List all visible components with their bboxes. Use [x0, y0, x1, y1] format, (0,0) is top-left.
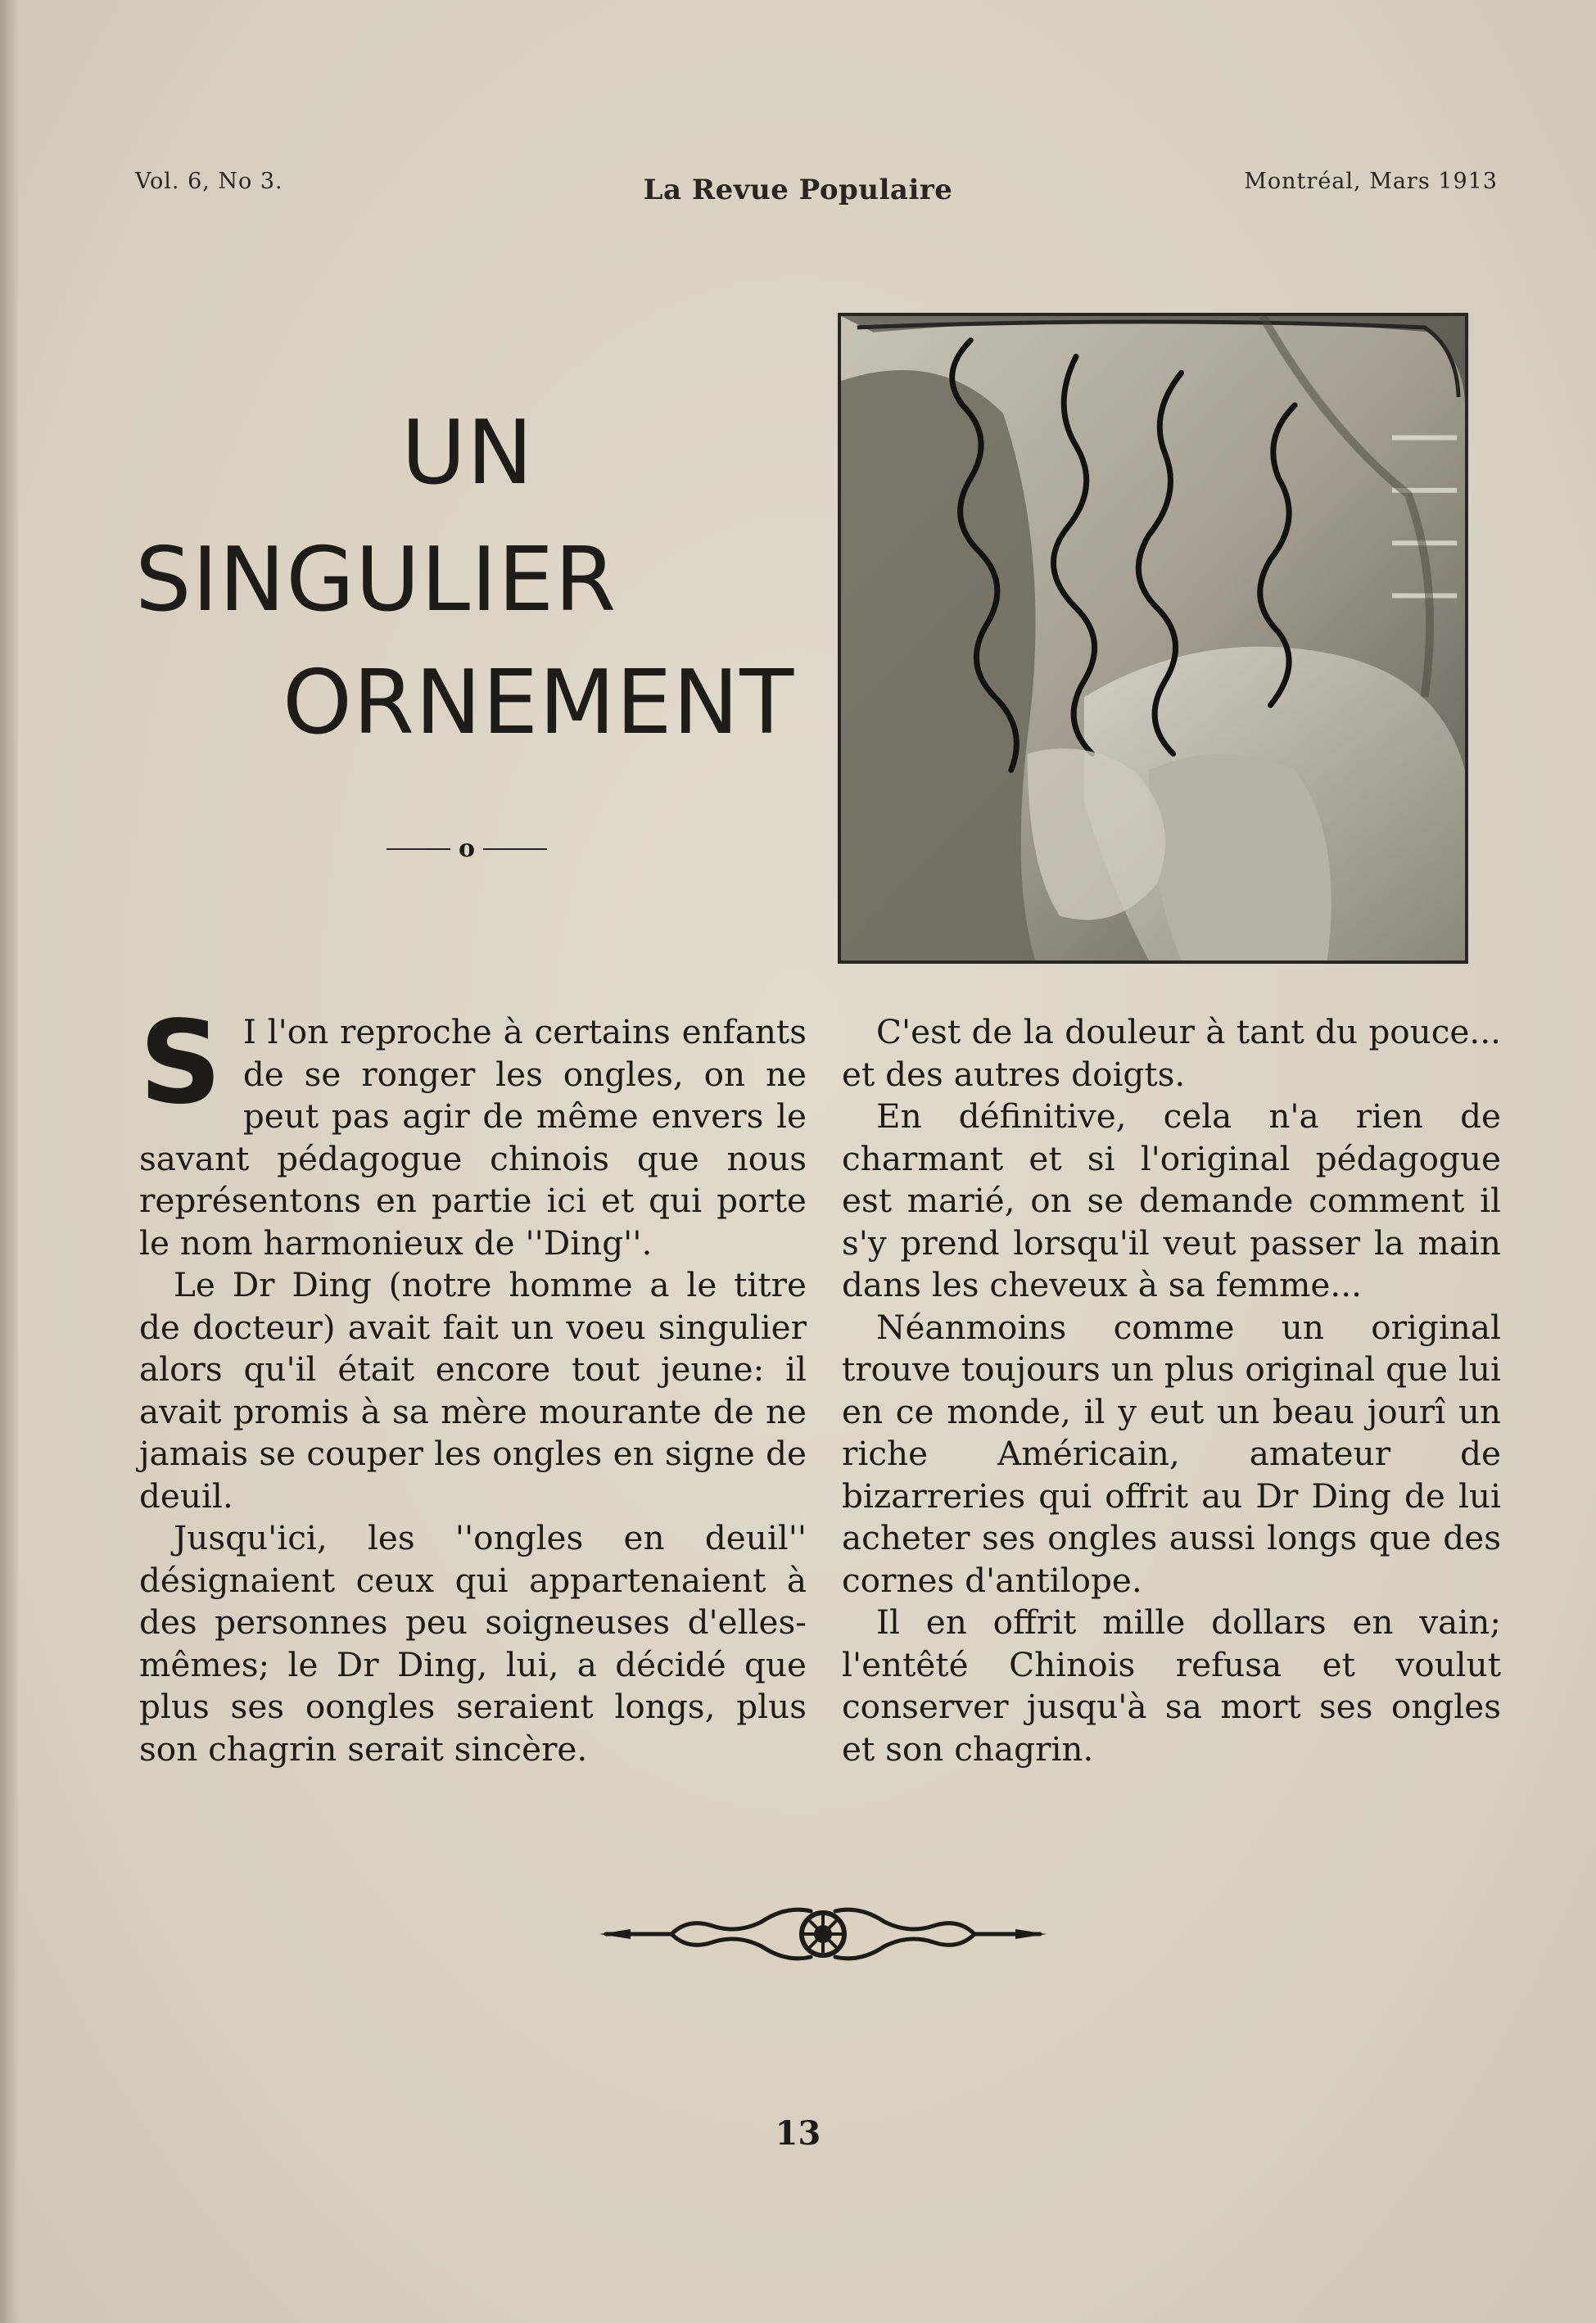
paragraph-7: Il en offrit mille dollars en vain; l'entêté Chinois refusa et voulut conserver jusqu'à sa mort ses ongles et son chagrin.: [842, 1602, 1501, 1769]
title-line-1: UN: [401, 402, 534, 504]
drop-cap: S: [139, 997, 222, 1130]
paragraph-3: Jusqu'ici, les ''ongles en deuil'' désignaient ceux qui appartenaient à des personnes peu soigneuses d'elles-mêmes; le Dr Ding, lui, a décidé que plus ses oongles seraient longs, plus son chagrin serait sincère.: [139, 1518, 807, 1769]
header-place-date: Montréal, Mars 1913: [1244, 169, 1498, 194]
paragraph-6: Néanmoins comme un original trouve toujours un plus original que lui en ce monde, il y eut un beau jourî un riche Américain, amateur de bizarreries qui offrit au Dr Ding de lui acheter ses ongles aussi longs que des cornes d'antilope.: [842, 1307, 1501, 1600]
title-line-3: ORNEMENT: [283, 652, 795, 754]
divider-circle: o: [458, 834, 475, 863]
page-number: 13: [775, 2114, 821, 2153]
divider-line-left: [387, 848, 450, 850]
header-publication: La Revue Populaire: [643, 174, 953, 206]
article-photo: [838, 313, 1468, 964]
paragraph-4: C'est de la douleur à tant du pouce... et des autres doigts.: [842, 1012, 1501, 1094]
header-volume: Vol. 6, No 3.: [135, 169, 283, 194]
long-fingernails-photo-icon: [841, 316, 1465, 960]
article-column-right: [842, 1011, 1501, 1770]
scroll-ornament-icon: [598, 1893, 1048, 1975]
title-line-2: SINGULIER: [135, 529, 617, 631]
paragraph-2: Le Dr Ding (notre homme a le titre de docteur) avait fait un voeu singulier alors qu'il était encore tout jeune: il avait promis à sa mère mourante de ne jamais se couper les ongles en signe de deuil.: [139, 1265, 807, 1516]
article-column-left: [139, 997, 807, 1770]
paragraph-1: [139, 997, 807, 1264]
paragraph-1-text: I l'on reproche à certains enfants de se ronger les ongles, on ne peut pas agir de même envers le savant pédagogue chinois que nous représentons en partie ici et qui porte le nom harmonieux de ''Ding''.: [139, 1012, 807, 1263]
title-divider: [381, 834, 553, 863]
paragraph-5: En définitive, cela n'a rien de charmant et si l'original pédagogue est marié, on se demande comment il s'y prend lorsqu'il veut passer la main dans les cheveux à sa femme...: [842, 1096, 1501, 1304]
page-edge: [0, 0, 18, 2323]
divider-line-right: [483, 848, 547, 850]
